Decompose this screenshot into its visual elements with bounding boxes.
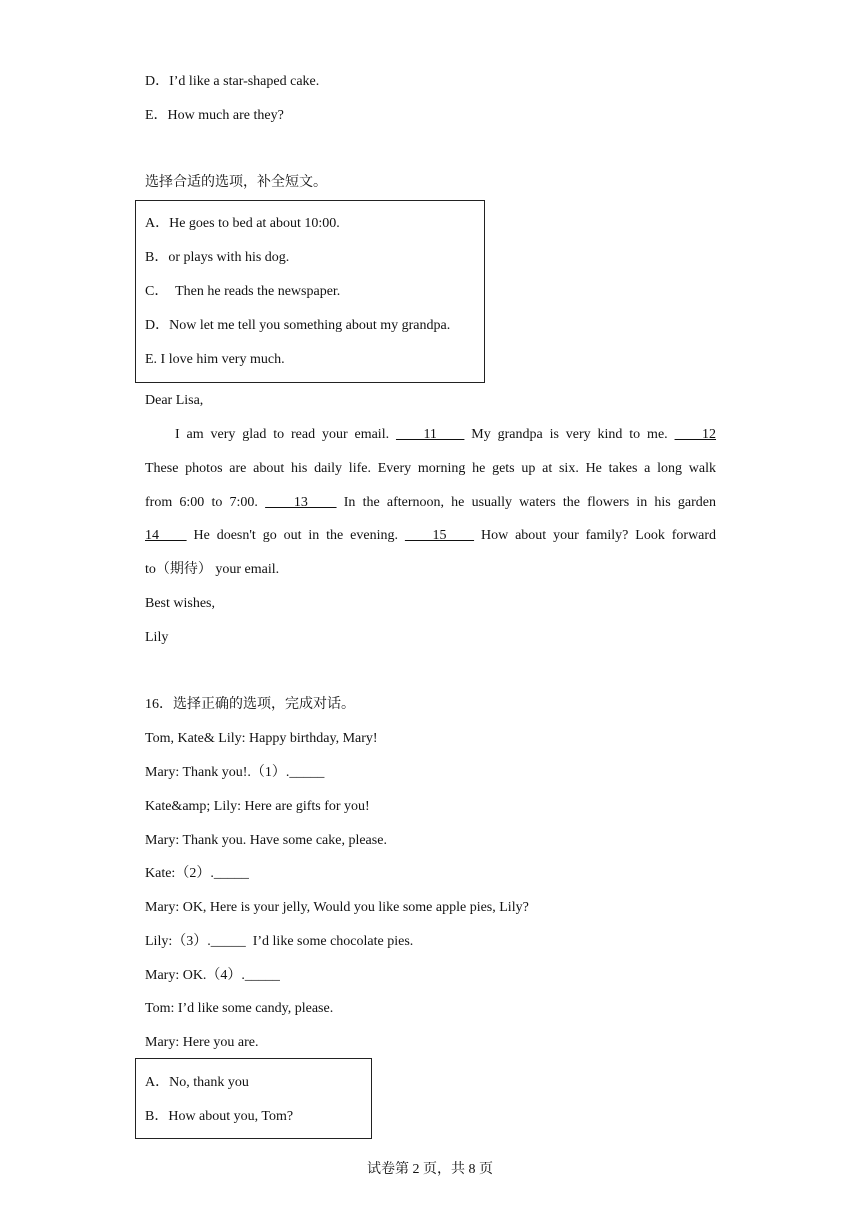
letter-text: My grandpa is very kind to me. [471,427,668,442]
letter-text: How about your family? Look forward [480,528,717,543]
dialogue-line: Lily:（3）._____ I’d like some chocolate pies. [145,934,414,949]
dialogue-line: Mary: Thank you!.（1）._____ [145,765,325,780]
letter-line-5: to（期待） your email. [145,562,280,577]
blank-14: 14 [145,528,187,543]
letter-line-4 [145,526,716,546]
page-footer: 试卷第 2 页，共 8 页 [367,1162,493,1177]
q16-option-a: A．No, thank you [145,1075,249,1090]
dialogue-line: Mary: Here you are. [145,1035,259,1050]
dialogue-line: Tom, Kate& Lily: Happy birthday, Mary! [145,731,378,746]
dialogue-line: Mary: Thank you. Have some cake, please. [145,833,387,848]
blank-12: 12 [674,427,717,442]
dialogue-line: Tom: I’d like some candy, please. [145,1001,334,1016]
question-16-title: 16．选择正确的选项，完成对话。 [145,697,355,712]
letter-signature: Lily [145,630,169,645]
box-option-e: E. I love him very much. [145,352,285,367]
blank-13: 13 [265,495,337,510]
letter-line-2 [145,459,716,479]
letter-greeting: Dear Lisa, [145,393,204,408]
letter-line-3 [145,493,716,513]
letter-text: He doesn't go out in the evening. [193,528,398,543]
option-d-prev: D．I’d like a star-shaped cake. [145,74,320,89]
letter-text: These photos are about his daily life. Every morning he gets up at six. He takes a long walk [145,461,716,476]
section-instruction: 选择合适的选项，补全短文。 [145,175,327,190]
letter-text: In the afternoon, he usually waters the flowers in his garden [343,495,717,510]
dialogue-line: Mary: OK, Here is your jelly, Would you like some apple pies, Lily? [145,900,529,915]
letter-closing: Best wishes, [145,596,215,611]
box-option-c: C． Then he reads the newspaper. [145,284,341,299]
blank-11: 11 [395,427,465,442]
letter-text: I am very glad to read your email. [175,427,390,442]
box-option-a: A．He goes to bed at about 10:00. [145,216,340,231]
dialogue-line: Kate&amp; Lily: Here are gifts for you! [145,799,370,814]
option-e-prev: E．How much are they? [145,108,284,123]
letter-text: from 6:00 to 7:00. [145,495,258,510]
dialogue-line: Mary: OK.（4）._____ [145,968,280,983]
blank-15: 15 [404,528,475,543]
box-option-d: D．Now let me tell you something about my grandpa. [145,318,451,333]
letter-line-1 [175,425,716,445]
box-option-b: B．or plays with his dog. [145,250,290,265]
dialogue-line: Kate:（2）._____ [145,866,249,881]
q16-option-b: B．How about you, Tom? [145,1109,294,1124]
